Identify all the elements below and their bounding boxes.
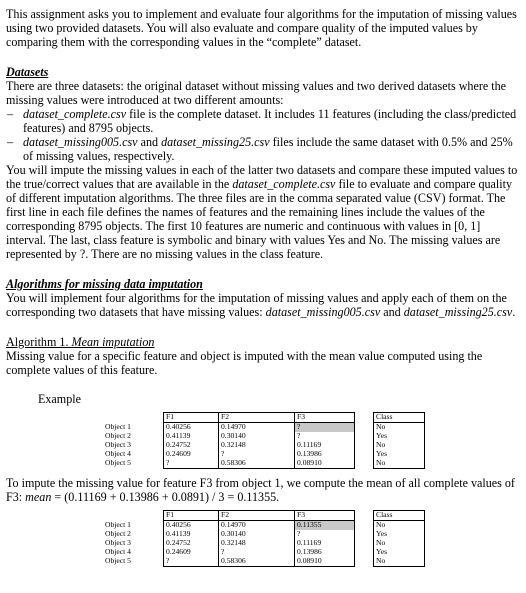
row-label: Object 1	[105, 421, 131, 431]
algorithm1-prefix: Algorithm 1.	[6, 335, 72, 349]
header-spacer	[355, 511, 374, 521]
cell-class: Yes	[374, 548, 425, 557]
filename-missing25-inline: dataset_missing25.csv	[403, 305, 513, 319]
filename-missing005: dataset_missing005.csv	[23, 135, 138, 149]
filename-missing005-inline: dataset_missing005.csv	[265, 305, 381, 319]
explanation-mean: mean	[25, 490, 52, 504]
cell-f1: ?	[164, 459, 219, 469]
table-row	[105, 459, 425, 469]
cell-f3: ?	[295, 530, 355, 539]
cell-f3: 0.13986	[295, 548, 355, 557]
cell-class: No	[374, 557, 425, 567]
cell-class: Yes	[374, 530, 425, 539]
column-header: F3	[295, 413, 355, 423]
header-spacer	[105, 511, 164, 521]
table-header-row	[105, 511, 425, 521]
header-spacer	[355, 413, 374, 423]
algorithm1-description: Missing value for a specific feature and object is imputed with the mean value computed using the complete values of this feature.	[6, 349, 483, 377]
example-table-before	[105, 412, 518, 469]
cell-f2: 0.14970	[219, 423, 295, 433]
row-label: Object 4	[105, 547, 131, 557]
cell-f2: 0.30140	[219, 530, 295, 539]
cell-spacer	[355, 557, 374, 567]
cell-f1: 0.41139	[164, 432, 219, 441]
column-header: F1	[164, 511, 219, 521]
cell-f3: 0.08910	[295, 557, 355, 567]
list-item-text: file is the complete dataset. It includes 11 features (including the class/predicted features) and 8795 objects.	[23, 107, 517, 135]
list-item-missing	[6, 135, 518, 163]
explanation-start: To impute the missing value for feature F3 from object 1, we compute the mean of all complete values of F3:	[6, 476, 515, 504]
cell-class: Yes	[374, 432, 425, 441]
algorithms-body-start: You will implement four algorithms for the imputation of missing values and apply each of them on the corresponding two datasets that have missing values:	[6, 291, 507, 319]
datasets-body	[6, 163, 518, 261]
cell-spacer	[355, 459, 374, 469]
algorithms-connector: and	[380, 305, 404, 319]
cell-class: Yes	[374, 450, 425, 459]
table-header-row	[105, 413, 425, 423]
explanation-end: = (0.11169 + 0.13986 + 0.0891) / 3 = 0.11355.	[51, 490, 280, 504]
data-table	[105, 510, 425, 567]
cell-f3: ?	[295, 432, 355, 441]
row-label: Object 4	[105, 449, 131, 459]
cell-f2: 0.14970	[219, 521, 295, 531]
cell-f1: 0.24609	[164, 548, 219, 557]
cell-f2: ?	[219, 450, 295, 459]
column-header: Class	[374, 413, 425, 423]
filename-complete-inline: dataset_complete.csv	[232, 177, 336, 191]
cell-class: No	[374, 441, 425, 450]
cell-f3: 0.11355	[295, 521, 355, 531]
cell-f1: ?	[164, 557, 219, 567]
cell-f1: 0.24752	[164, 539, 219, 548]
row-label: Object 3	[105, 440, 131, 450]
datasets-body-start: You will impute the missing values in each of the latter two datasets and compare these imputed values to the true/correct values that are available in the	[6, 163, 518, 191]
datasets-lead: There are three datasets: the original dataset without missing values and two derived datasets where the missing values were introduced at two different amounts:	[6, 79, 507, 107]
algorithm1-name: Mean imputation	[71, 335, 155, 349]
cell-spacer	[355, 450, 374, 459]
filename-complete: dataset_complete.csv	[23, 107, 127, 121]
example-explanation	[6, 476, 518, 504]
algorithms-body-end: .	[512, 305, 516, 319]
column-header: F2	[219, 413, 295, 423]
header-spacer	[105, 413, 164, 423]
cell-f2: ?	[219, 548, 295, 557]
cell-f2: 0.30140	[219, 432, 295, 441]
cell-class: No	[374, 423, 425, 433]
cell-f2: 0.58306	[219, 557, 295, 567]
row-label: Object 2	[105, 431, 131, 441]
datasets-heading: Datasets	[6, 65, 49, 79]
cell-f2: 0.58306	[219, 459, 295, 469]
cell-spacer	[355, 423, 374, 433]
algorithms-body	[6, 291, 518, 319]
cell-spacer	[355, 521, 374, 531]
column-header: Class	[374, 511, 425, 521]
cell-spacer	[355, 539, 374, 548]
cell-f3: 0.08910	[295, 459, 355, 469]
cell-f1: 0.40256	[164, 521, 219, 531]
row-label: Object 5	[105, 458, 131, 468]
column-header: F3	[295, 511, 355, 521]
cell-spacer	[355, 530, 374, 539]
row-label: Object 3	[105, 538, 131, 548]
row-label: Object 2	[105, 529, 131, 539]
cell-class: No	[374, 459, 425, 469]
row-label: Object 1	[105, 519, 131, 529]
table-row	[105, 557, 425, 567]
example-table-after	[105, 510, 518, 567]
cell-f2: 0.32148	[219, 539, 295, 548]
cell-spacer	[355, 432, 374, 441]
cell-f1: 0.40256	[164, 423, 219, 433]
column-header: F2	[219, 511, 295, 521]
filename-missing25: dataset_missing25.csv	[161, 135, 270, 149]
cell-f3: 0.13986	[295, 450, 355, 459]
cell-f3: ?	[295, 423, 355, 433]
cell-f1: 0.24609	[164, 450, 219, 459]
cell-f3: 0.11169	[295, 441, 355, 450]
cell-f2: 0.32148	[219, 441, 295, 450]
cell-spacer	[355, 548, 374, 557]
list-item-text: files include the same dataset with 0.5% and 25% of missing values, respectively.	[23, 135, 513, 163]
list-item-complete	[6, 107, 518, 135]
algorithms-heading: Algorithms for missing data imputation	[6, 277, 203, 291]
cell-f1: 0.24752	[164, 441, 219, 450]
example-label: Example	[38, 392, 81, 406]
cell-spacer	[355, 441, 374, 450]
document-page	[6, 4, 518, 567]
algorithm1-heading	[6, 335, 518, 349]
data-table	[105, 412, 425, 469]
cell-f3: 0.11169	[295, 539, 355, 548]
row-label: Object 5	[105, 556, 131, 566]
intro-paragraph: This assignment asks you to implement and evaluate four algorithms for the imputation of missing values using two provided datasets. You will also evaluate and compare quality of the imputed values by comparing them with the corresponding values in the “complete” dataset.	[6, 7, 517, 49]
cell-class: No	[374, 521, 425, 531]
column-header: F1	[164, 413, 219, 423]
cell-f1: 0.41139	[164, 530, 219, 539]
datasets-list	[6, 107, 518, 163]
cell-class: No	[374, 539, 425, 548]
datasets-body-end: file to evaluate and compare quality of different imputation algorithms. The three files are in the comma separated value (CSV) format. The first line in each file defines the names of features and the remaining lines include the values of the corresponding 8795 objects. The first 10 features are numeric and continuous with values in [0, 1] interval. The last, class feature is symbolic and binary with values Yes and No. The missing values are represented by ?. There are no missing values in the class feature.	[6, 177, 513, 261]
list-item-connector: and	[137, 135, 162, 149]
